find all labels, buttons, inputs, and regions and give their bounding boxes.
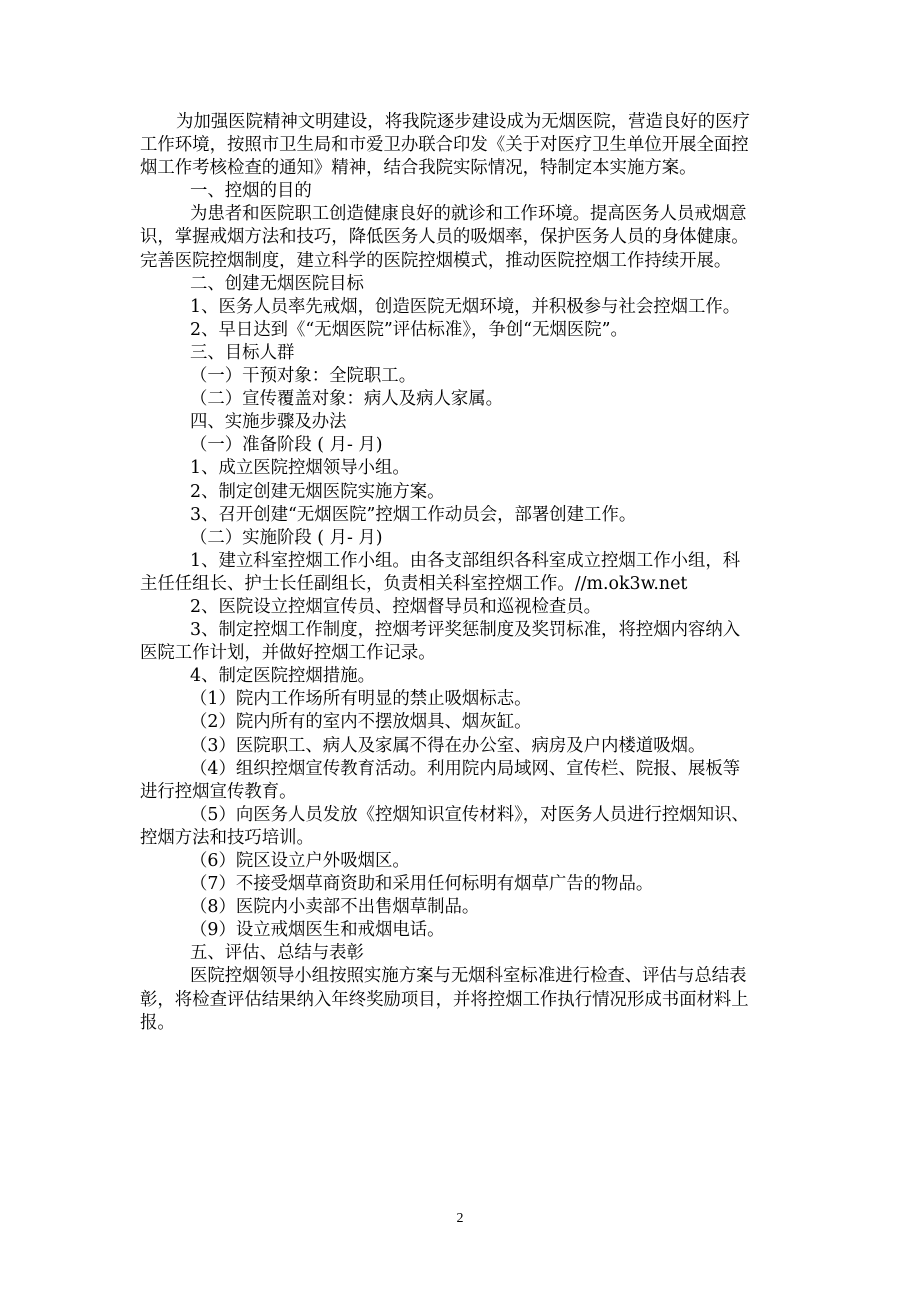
text-line: （1）院内工作场所有明显的禁止吸烟标志。 — [190, 689, 532, 710]
text-line: 控烟方法和技巧培训。 — [140, 827, 314, 848]
text-line: （2）院内所有的室内不摆放烟具、烟灰缸。 — [190, 712, 532, 733]
text-line: 2、医院设立控烟宣传员、控烟督导员和巡视检查员。 — [190, 596, 602, 617]
text-line: 4、制定医院控烟措施。 — [190, 666, 375, 687]
text-line: 识，掌握戒烟方法和技巧，降低医务人员的吸烟率，保护医务人员的身体健康。 — [140, 227, 749, 248]
document-body — [140, 111, 786, 1035]
text-line: 进行控烟宣传教育。 — [140, 781, 297, 802]
text-line: 烟工作考核检查的通知》精神，结合我院实际情况，特制定本实施方案。 — [140, 158, 697, 179]
text-line: 完善医院控烟制度，建立科学的医院控烟模式，推动医院控烟工作持续开展。 — [140, 250, 732, 271]
text-line: （二）宣传覆盖对象：病人及病人家属。 — [190, 389, 504, 410]
text-line: 医院工作计划，并做好控烟工作记录。 — [140, 643, 436, 664]
text-line: 主任任组长、护士长任副组长，负责相关科室控烟工作。//m.ok3w.net — [140, 573, 688, 594]
text-line: （5）向医务人员发放《控烟知识宣传材料》，对医务人员进行控烟知识、 — [190, 804, 749, 825]
text-line: 工作环境，按照市卫生局和市爱卫办联合印发《关于对医疗卫生单位开展全面控 — [140, 135, 749, 156]
text-line: 2、早日达到《“无烟医院”评估标准》，争创“无烟医院”。 — [190, 319, 628, 340]
text-line: （6）院区设立户外吸烟区。 — [190, 851, 410, 871]
text-line: （4）组织控烟宣传教育活动。利用院内局域网、宣传栏、院报、展板等 — [190, 758, 741, 779]
text-line: （7）不接受烟草商资助和采用任何标明有烟草广告的物品。 — [190, 874, 654, 895]
text-line: （9）设立戒烟医生和戒烟电话。 — [190, 920, 445, 941]
text-line: 二、创建无烟医院目标 — [190, 273, 364, 294]
text-line: 2、制定创建无烟医院实施方案。 — [190, 481, 445, 502]
text-line: 报。 — [140, 1012, 175, 1033]
text-line: 3、制定控烟工作制度，控烟考评奖惩制度及奖罚标准，将控烟内容纳入 — [190, 620, 741, 641]
text-line: （一）准备阶段 ( 月- 月) — [190, 435, 383, 456]
text-line: （二）实施阶段 ( 月- 月) — [190, 527, 383, 548]
text-line: （一）干预对象：全院职工。 — [190, 366, 417, 387]
text-line: 1、医务人员率先戒烟，创造医院无烟环境，并积极参与社会控烟工作。 — [190, 296, 741, 317]
page-number: 2 — [456, 1211, 464, 1226]
text-line: 1、成立医院控烟领导小组。 — [190, 458, 410, 479]
text-line: （3）医院职工、病人及家属不得在办公室、病房及户内楼道吸烟。 — [190, 735, 706, 756]
text-line: 为加强医院精神文明建设，将我院逐步建设成为无烟医院，营造良好的医疗 — [176, 112, 750, 132]
text-line: 为患者和医院职工创造健康良好的就诊和工作环境。提高医务人员戒烟意 — [190, 204, 747, 225]
text-line: 一、控烟的目的 — [190, 181, 312, 202]
text-line: 医院控烟领导小组按照实施方案与无烟科室标准进行检查、评估与总结表 — [190, 966, 747, 987]
text-line: 彰，将检查评估结果纳入年终奖励项目，并将控烟工作执行情况形成书面材料上 — [140, 989, 749, 1010]
text-line: 五、评估、总结与表彰 — [190, 943, 364, 964]
text-line: （8）医院内小卖部不出售烟草制品。 — [190, 897, 480, 918]
text-line: 3、召开创建“无烟医院”控烟工作动员会，部署创建工作。 — [190, 504, 637, 525]
text-line: 四、实施步骤及办法 — [190, 412, 347, 433]
text-line: 1、建立科室控烟工作小组。由各支部组织各科室成立控烟工作小组，科 — [190, 550, 741, 571]
text-line: 三、目标人群 — [190, 342, 295, 363]
